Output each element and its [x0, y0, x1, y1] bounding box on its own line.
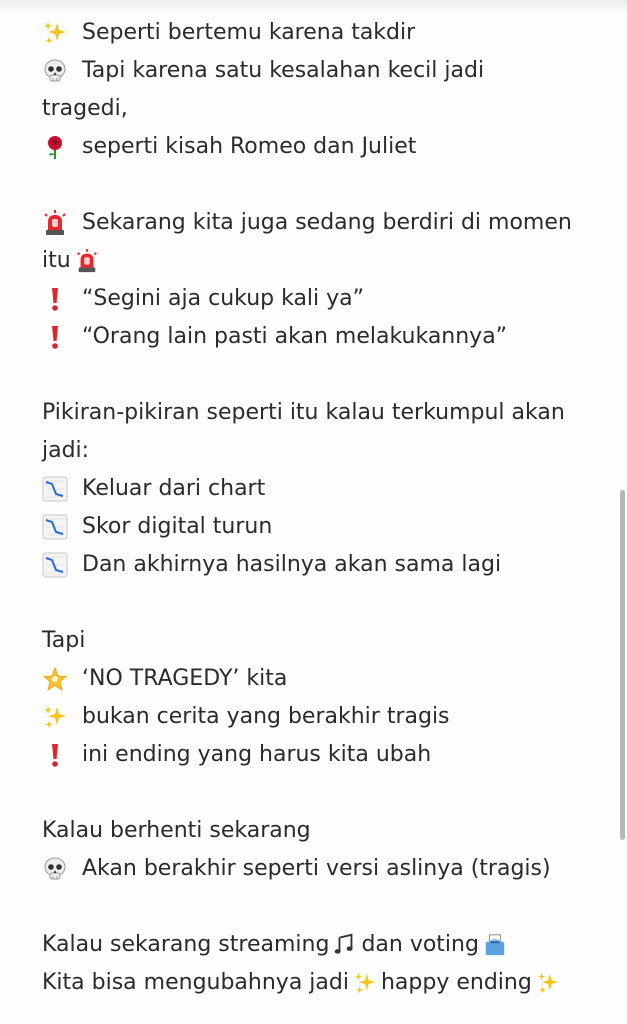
- text-line: [42, 622, 602, 660]
- blank-line: [42, 888, 602, 926]
- ballot-box-icon: [483, 933, 507, 957]
- music-notes-icon: [333, 933, 357, 957]
- rose-icon: [42, 134, 68, 160]
- line-text: “Segini aja cukup kali ya”: [82, 286, 365, 311]
- text-line: [42, 432, 602, 470]
- line-text: bukan cerita yang berakhir tragis: [82, 704, 450, 729]
- text-line: [42, 242, 602, 280]
- text-line: [42, 52, 602, 90]
- line-text: Seperti bertemu karena takdir: [82, 20, 416, 45]
- text-line: [42, 736, 602, 774]
- text-line: [42, 546, 602, 584]
- line-text: “Orang lain pasti akan melakukannya”: [82, 324, 508, 349]
- blank-line: [42, 774, 602, 812]
- scrollbar[interactable]: [620, 490, 625, 840]
- line-text: Akan berakhir seperti versi aslinya (tragis): [82, 856, 551, 881]
- line-text: jadi:: [42, 438, 90, 463]
- line-text: Skor digital turun: [82, 514, 273, 539]
- line-text: Pikiran-pikiran seperti itu kalau terkumpul akan: [42, 400, 565, 425]
- line-text: Tapi: [42, 628, 86, 653]
- text-line: [42, 128, 602, 166]
- text-line: [42, 698, 602, 736]
- glowing-star-icon: [42, 666, 68, 692]
- chart-decreasing-icon: [42, 514, 68, 540]
- sparkles-icon: [353, 971, 377, 995]
- text-line: [42, 508, 602, 546]
- sparkles-icon: [536, 971, 560, 995]
- exclamation-icon: [42, 324, 68, 350]
- blank-line: [42, 166, 602, 204]
- text-line: [42, 90, 602, 128]
- line-text-continued: happy ending: [380, 970, 532, 995]
- skull-icon: [42, 856, 68, 882]
- line-text: itu: [42, 248, 71, 273]
- line-text: seperti kisah Romeo dan Juliet: [82, 134, 417, 159]
- line-text: Keluar dari chart: [82, 476, 266, 501]
- text-line: [42, 470, 602, 508]
- top-fade: [0, 0, 627, 14]
- text-line: [42, 964, 602, 1002]
- line-text: Kita bisa mengubahnya jadi: [42, 970, 349, 995]
- sparkles-icon: [42, 704, 68, 730]
- chart-decreasing-icon: [42, 552, 68, 578]
- line-text: ‘NO TRAGEDY’ kita: [82, 666, 288, 691]
- blank-line: [42, 584, 602, 622]
- message-body: [42, 14, 602, 1002]
- text-line: [42, 812, 602, 850]
- exclamation-icon: [42, 286, 68, 312]
- line-text: Kalau berhenti sekarang: [42, 818, 311, 843]
- line-text-continued: dan voting: [361, 932, 479, 957]
- text-line: [42, 14, 602, 52]
- text-line: [42, 660, 602, 698]
- line-text: Dan akhirnya hasilnya akan sama lagi: [82, 552, 502, 577]
- line-text: tragedi,: [42, 96, 128, 121]
- line-text: Kalau sekarang streaming: [42, 932, 330, 957]
- text-line: [42, 926, 602, 964]
- text-line: [42, 850, 602, 888]
- sparkles-icon: [42, 20, 68, 46]
- siren-icon: [75, 249, 99, 273]
- line-text: Tapi karena satu kesalahan kecil jadi: [82, 58, 485, 83]
- skull-icon: [42, 58, 68, 84]
- chart-decreasing-icon: [42, 476, 68, 502]
- text-line: [42, 318, 602, 356]
- exclamation-icon: [42, 742, 68, 768]
- text-line: [42, 394, 602, 432]
- text-line: [42, 280, 602, 318]
- text-line: [42, 204, 602, 242]
- siren-icon: [42, 210, 68, 236]
- blank-line: [42, 356, 602, 394]
- line-text: Sekarang kita juga sedang berdiri di momen: [82, 210, 572, 235]
- line-text: ini ending yang harus kita ubah: [82, 742, 432, 767]
